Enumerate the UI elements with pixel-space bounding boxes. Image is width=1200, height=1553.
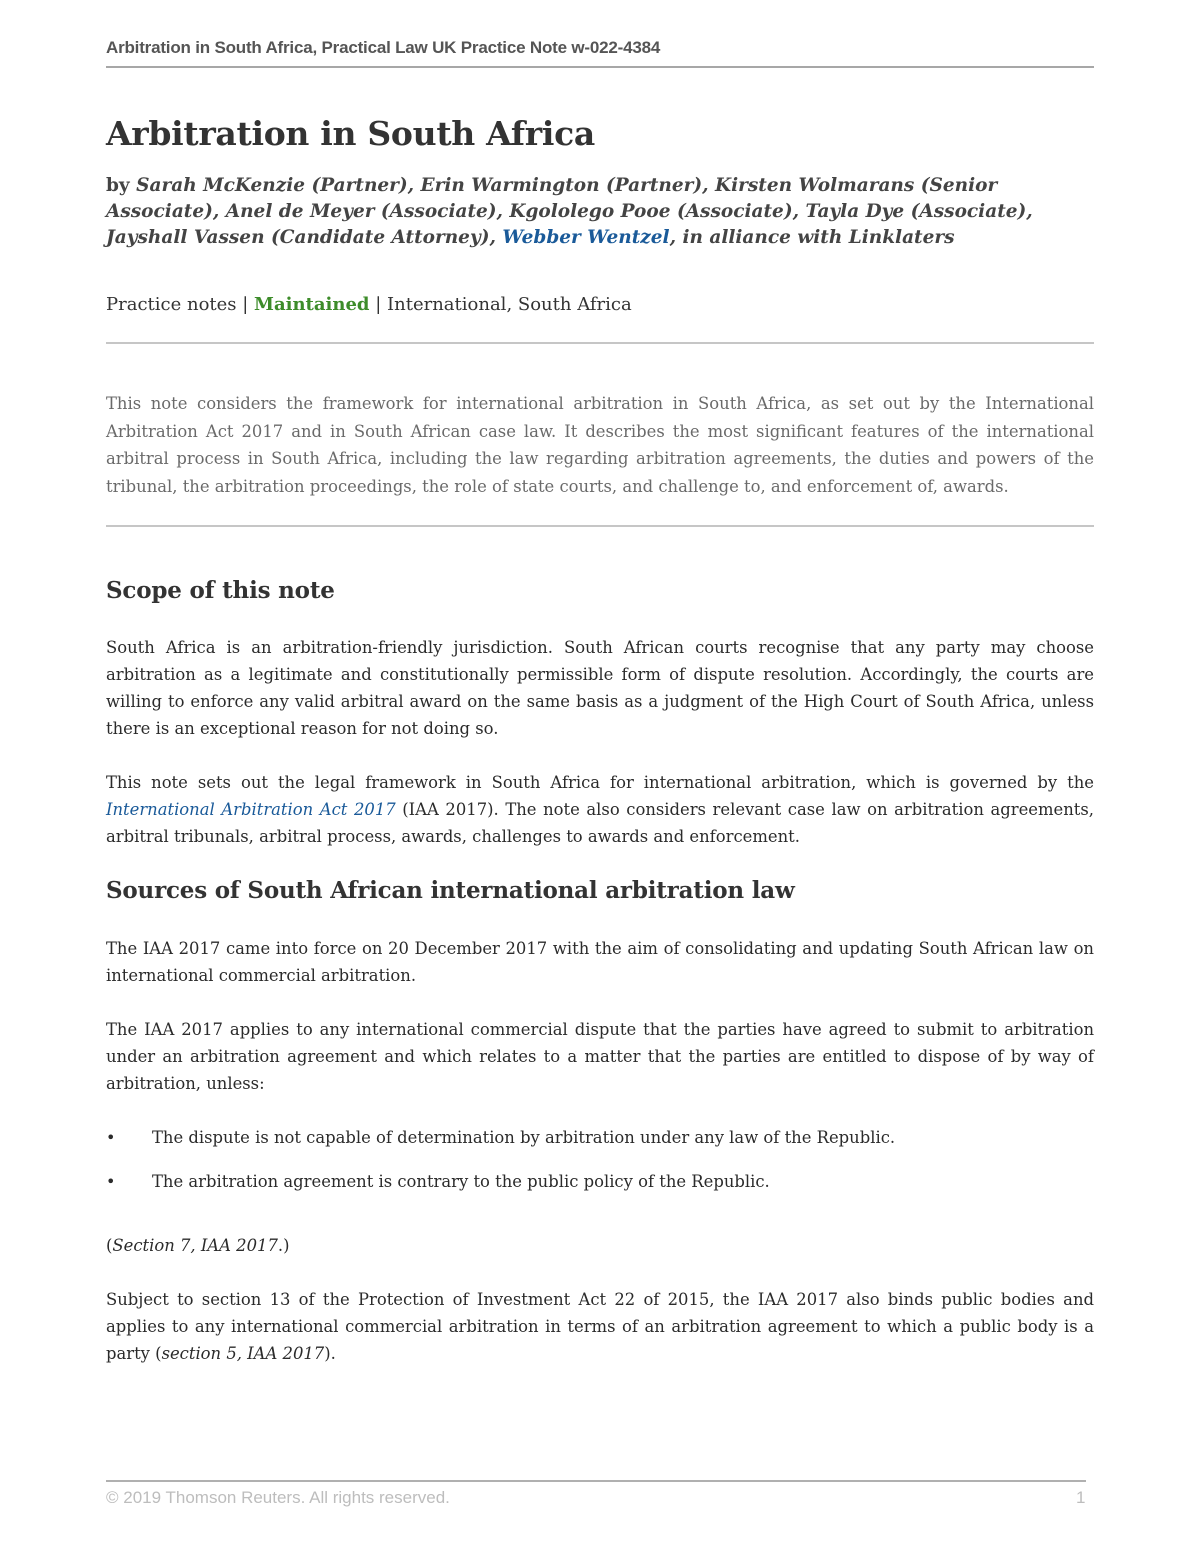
firm-link[interactable]: Webber Wentzel bbox=[502, 227, 670, 248]
citation-paren: ( bbox=[106, 1236, 113, 1255]
paragraph-text: ). bbox=[324, 1344, 336, 1363]
divider bbox=[106, 525, 1094, 527]
paragraph-text: Subject to section 13 of the Protection of Investment Act 22 of 2015, the IAA 2017 also binds public bodies and applies to any international commercial arbitration in terms of an arbitration agreement to which a public body is a party ( bbox=[106, 1290, 1094, 1363]
citation-paren: .) bbox=[277, 1236, 290, 1255]
meta-separator: | bbox=[369, 294, 388, 315]
byline-authors: Sarah McKenzie (Partner), Erin Warmington (Partner), Kirsten Wolmarans (Senior Associate), Anel de Meyer (Associate), Kgololego Pooe (Associate), Tayla Dye (Associate), Jayshall Vassen (Candidate Attorney), bbox=[106, 175, 1033, 248]
author-byline bbox=[106, 173, 1094, 251]
paragraph bbox=[106, 769, 1094, 850]
header-divider bbox=[106, 66, 1094, 68]
footer-divider bbox=[106, 1480, 1086, 1482]
byline-prefix: by bbox=[106, 175, 137, 196]
status-badge: Maintained bbox=[254, 294, 370, 315]
footer-copyright: © 2019 Thomson Reuters. All rights reserved. bbox=[106, 1488, 450, 1507]
bullet-list bbox=[106, 1124, 1094, 1212]
byline-alliance: , in alliance with Linklaters bbox=[669, 227, 955, 248]
abstract: This note considers the framework for international arbitration in South Africa, as set out by the International Arbitration Act 2017 and in South African case law. It describes the most significant features of the international arbitral process in South Africa, including the law regarding arbitration agreements, the duties and powers of the tribunal, the arbitration proceedings, the role of state courts, and challenge to, and enforcement of, awards. bbox=[106, 394, 1094, 496]
list-item-text: The arbitration agreement is contrary to the public policy of the Republic. bbox=[152, 1172, 770, 1191]
citation bbox=[106, 1232, 1094, 1259]
bullet-icon: • bbox=[106, 1128, 116, 1147]
jurisdictions: International, South Africa bbox=[387, 294, 632, 315]
citation-ref: section 5, IAA 2017 bbox=[161, 1344, 325, 1363]
meta-separator: | bbox=[236, 294, 255, 315]
paragraph: The IAA 2017 came into force on 20 December 2017 with the aim of consolidating and updating South African law on international commercial arbitration. bbox=[106, 939, 1094, 985]
page-title: Arbitration in South Africa bbox=[106, 114, 595, 153]
paragraph bbox=[106, 1286, 1094, 1367]
resource-type: Practice notes bbox=[106, 294, 237, 315]
paragraph-text: This note sets out the legal framework in South Africa for international arbitration, which is governed by the bbox=[106, 773, 1094, 792]
document-meta bbox=[106, 294, 1094, 315]
divider bbox=[106, 342, 1094, 344]
citation-ref: Section 7, IAA 2017 bbox=[112, 1236, 278, 1255]
section-heading-scope: Scope of this note bbox=[106, 577, 335, 604]
section-heading-sources: Sources of South African international arbitration law bbox=[106, 877, 795, 904]
document-page bbox=[106, 0, 1094, 1553]
page-number: 1 bbox=[1076, 1488, 1086, 1507]
paragraph: The IAA 2017 applies to any international commercial dispute that the parties have agreed to submit to arbitration under an arbitration agreement and which relates to a matter that the parties are entitled to dispose of by way of arbitration, unless: bbox=[106, 1020, 1094, 1093]
bullet-icon: • bbox=[106, 1172, 116, 1191]
list-item bbox=[106, 1168, 1094, 1195]
list-item bbox=[106, 1124, 1094, 1151]
paragraph: South Africa is an arbitration-friendly jurisdiction. South African courts recognise that any party may choose arbitration as a legitimate and constitutionally permissible form of dispute resolution. Accordingly, the courts are willing to enforce any valid arbitral award on the same basis as a judgment of the High Court of South Africa, unless there is an exceptional reason for not doing so. bbox=[106, 638, 1094, 738]
list-item-text: The dispute is not capable of determination by arbitration under any law of the Republic. bbox=[152, 1128, 896, 1147]
act-link[interactable]: International Arbitration Act 2017 bbox=[106, 800, 396, 819]
paragraph-text: (IAA 2017). The note also considers relevant case law on arbitration agreements, arbitral tribunals, arbitral process, awards, challenges to awards and enforcement. bbox=[106, 800, 1094, 846]
running-header: Arbitration in South Africa, Practical Law UK Practice Note w-022-4384 bbox=[106, 38, 661, 57]
